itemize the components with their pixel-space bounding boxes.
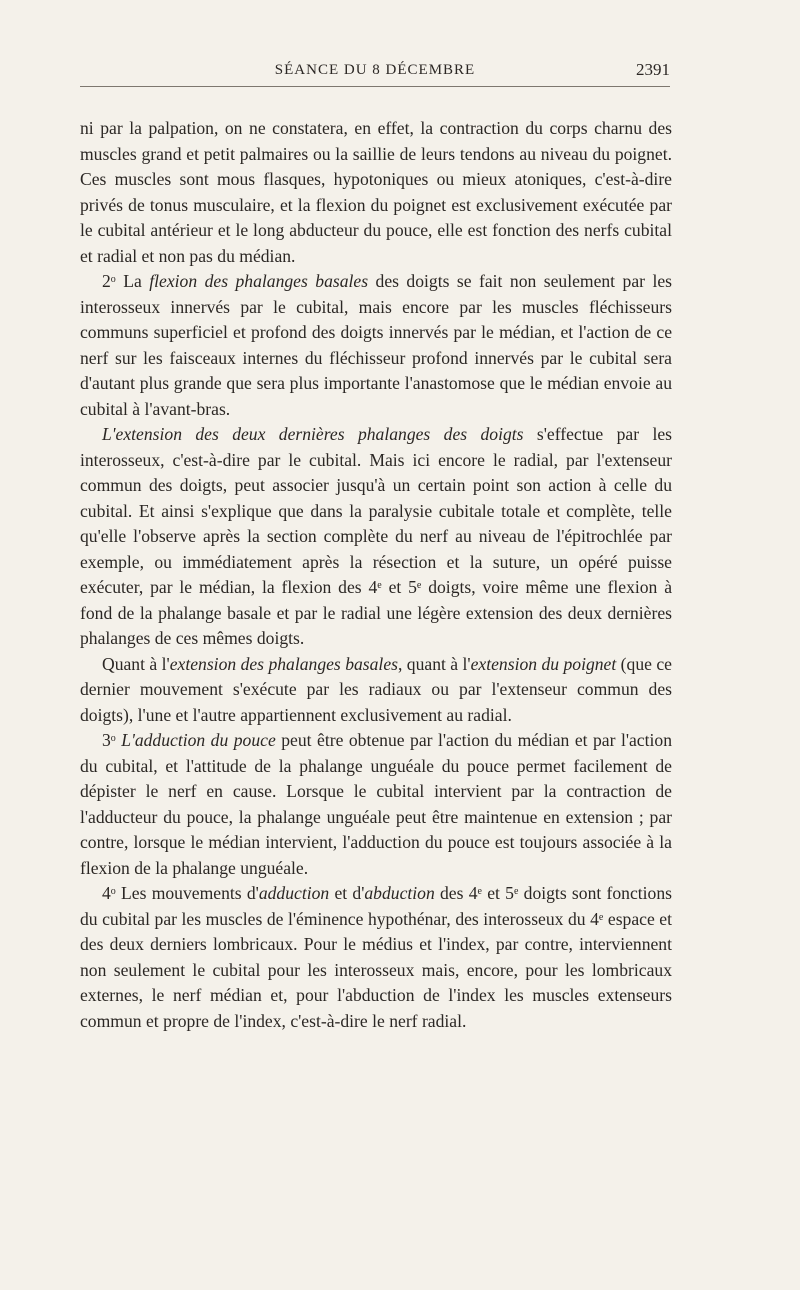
superscript: e [598, 911, 604, 923]
text-run: des 4 [434, 883, 478, 903]
page-header [80, 58, 670, 87]
superscript: e [377, 580, 382, 591]
text-run: Les mouvements d' [115, 883, 259, 903]
italic-text: flexion des phalanges basales [149, 271, 369, 291]
superscript: o [110, 886, 116, 897]
paragraph [80, 881, 672, 1034]
superscript: e [477, 886, 482, 897]
italic-text: L'extension des deux dernières phalanges des doigts [102, 424, 524, 444]
text-run: peut être obtenue par l'action du médian et par l'action du cubital, et l'attitude de la phalange unguéale du pouce permet facilement de dépister le nerf en cause. Lorsque le cubital intervient par la contraction de l'adducteur du pouce, la phalange unguéale peut être maintenue en extension ; par contre, lorsque le médian intervient, l'adduction du pouce est toujours associée à la flexion de la phalange unguéale. [80, 730, 672, 878]
text-run: 4 [102, 883, 111, 903]
body-text [80, 116, 672, 1034]
italic-text: adduction [258, 883, 330, 903]
paragraph [80, 269, 672, 422]
superscript: o [110, 733, 116, 744]
text-run: 2 [102, 271, 111, 291]
text-run: , quant à l' [397, 653, 471, 674]
text-run: La [115, 271, 150, 291]
text-run: doigts sont fonctions du cubital par les muscles de l'éminence hypothénar, des interosseux du 4 [80, 883, 672, 929]
paragraph [80, 728, 672, 881]
text-run: ni par la palpation, on ne constatera, en effet, la contraction du corps charnu des muscles grand et petit palmaires ou la saillie de leurs tendons au niveau du poignet. Ces muscles sont mous flasques, hypotoniques ou mieux atoniques, c'est-à-dire privés de tonus musculaire, et la flexion du poignet est exclusivement exécutée par le cubital antérieur et le long abducteur du pouce, elle est fonction des nerfs cubital et radial et non pas du médian. [80, 118, 672, 266]
text-run: des doigts se fait non seulement par les interosseux innervés par le cubital, mais encore par les muscles fléchisseurs communs superficiel et profond des doigts innervés par le médian, et l'action de ce nerf sur les faisceaux internes du fléchisseur profond innervés par le cubital sera d'autant plus grande que sera plus importante l'anastomose que le médian envoie au cubital à l'avant-bras. [80, 271, 672, 419]
italic-text: L'adduction du pouce [121, 730, 276, 750]
text-run: espace et des deux derniers lombricaux. Pour le médius et l'index, par contre, interviennent non seulement le cubital pour les interosseux mais, encore, pour les lombricaux externes, le nerf médian et, pour l'abduction de l'index les muscles extenseurs commun et propre de l'index, c'est-à-dire le nerf radial. [80, 908, 672, 1031]
text-run: et d' [329, 883, 365, 903]
text-run: s'effectue par les interosseux, c'est-à-dire par le cubital. Mais ici encore le radial, par l'extenseur commun des doigts, peut associer jusqu'à un certain point son action à celle du cubital. Et ainsi s'explique que dans la paralysie cubitale totale et complète, telle qu'elle l'observe après la section complète du nerf au niveau de l'épitrochlée par exemple, ou immédiatement après la résection et la suture, un opéré puisse exécuter, par le médian, la flexion des 4 [80, 424, 672, 597]
italic-text: abduction [364, 883, 435, 903]
running-title: SÉANCE DU 8 DÉCEMBRE [274, 62, 476, 78]
paragraph [80, 652, 672, 729]
text-run: doigts, voire même une flexion à fond de la phalange basale et par le radial une légère extension des deux dernières phalanges de ces mêmes doigts. [80, 577, 673, 648]
paragraph [80, 422, 672, 652]
text-run: et 5 [381, 577, 417, 597]
italic-text: extension du poignet [470, 653, 617, 674]
text-run: 3 [102, 730, 111, 750]
text-run: et 5 [481, 883, 514, 903]
text-run: Quant à l' [102, 653, 170, 674]
text-run: (que ce dernier mouvement s'exécute par les radiaux ou par l'extenseur commun des doigts), l'une et l'autre appartiennent exclusivement au radial. [80, 653, 672, 725]
paragraph [80, 116, 672, 269]
superscript: e [416, 580, 422, 591]
italic-text: extension des phalanges basales [169, 653, 398, 674]
superscript: e [513, 886, 519, 897]
superscript: o [110, 274, 116, 285]
page-number: 2391 [636, 60, 670, 79]
